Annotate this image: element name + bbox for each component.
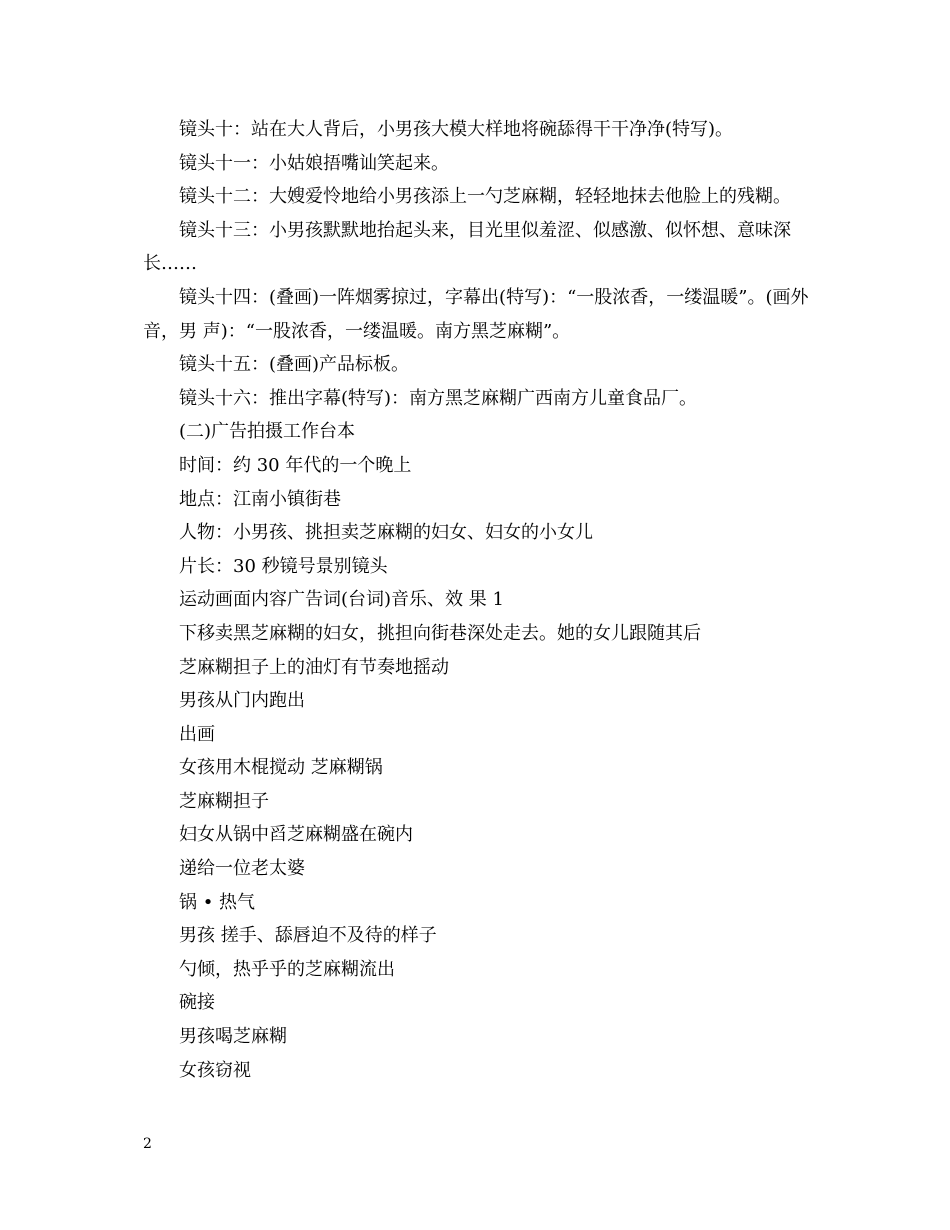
- script-line: 下移卖黑芝麻糊的妇女，挑担向街巷深处走去。她的女儿跟随其后: [179, 622, 701, 644]
- shot-14-paragraph: 镜头十四：(叠画)一阵烟雾掠过，字幕出(特写)：“一股浓香，一缕温暖”。(画外音，男 声)：“一股浓香，一缕温暖。南方黑芝麻糊”。: [143, 286, 809, 342]
- script-line: 女孩窃视: [179, 1059, 251, 1081]
- script-line: 勺倾，热乎乎的芝麻糊流出: [179, 958, 395, 980]
- shot-12-paragraph: 镜头十二：大嫂爱怜地给小男孩添上一勺芝麻糊，轻轻地抹去他脸上的残糊。: [179, 186, 791, 208]
- script-line: 碗接: [179, 992, 215, 1014]
- location-line: 地点：江南小镇街巷: [179, 488, 341, 510]
- shot-10-paragraph: 镜头十：站在大人背后，小男孩大模大样地将碗舔得干干净净(特写)。: [179, 119, 734, 140]
- script-line: 男孩喝芝麻糊: [179, 1026, 287, 1048]
- script-line: 男孩 搓手、舔唇迫不及待的样子: [179, 925, 437, 947]
- shot-13-paragraph: 镜头十三：小男孩默默地抬起头来，目光里似羞涩、似感激、似怀想、意味深长……: [143, 219, 791, 275]
- script-line: 递给一位老太婆: [179, 858, 305, 880]
- script-line: 女孩用木棍搅动 芝麻糊锅: [179, 757, 383, 779]
- table-header-line: 运动画面内容广告词(台词)音乐、效 果 1: [179, 589, 504, 611]
- characters-line: 人物：小男孩、挑担卖芝麻糊的妇女、妇女的小女儿: [179, 522, 593, 544]
- time-line: 时间：约 30 年代的一个晚上: [179, 454, 412, 476]
- document-body: [143, 113, 813, 1087]
- shot-15-paragraph: 镜头十五：(叠画)产品标板。: [179, 354, 410, 376]
- script-line: 芝麻糊担子: [179, 790, 269, 812]
- script-line: 妇女从锅中舀芝麻糊盛在碗内: [179, 824, 413, 846]
- duration-line: 片长：30 秒镜号景别镜头: [179, 555, 388, 577]
- shot-16-paragraph: 镜头十六：推出字幕(特写)：南方黑芝麻糊广西南方儿童食品厂。: [179, 387, 698, 409]
- script-line: 锅 • 热气: [179, 891, 256, 913]
- script-line: 男孩从门内跑出: [179, 690, 305, 712]
- page-number: 2: [143, 1136, 152, 1152]
- script-line: 芝麻糊担子上的油灯有节奏地摇动: [179, 656, 449, 678]
- section-heading: (二)广告拍摄工作台本: [179, 421, 356, 443]
- shot-11-paragraph: 镜头十一：小姑娘捂嘴讪笑起来。: [179, 152, 449, 174]
- script-line: 出画: [179, 723, 215, 745]
